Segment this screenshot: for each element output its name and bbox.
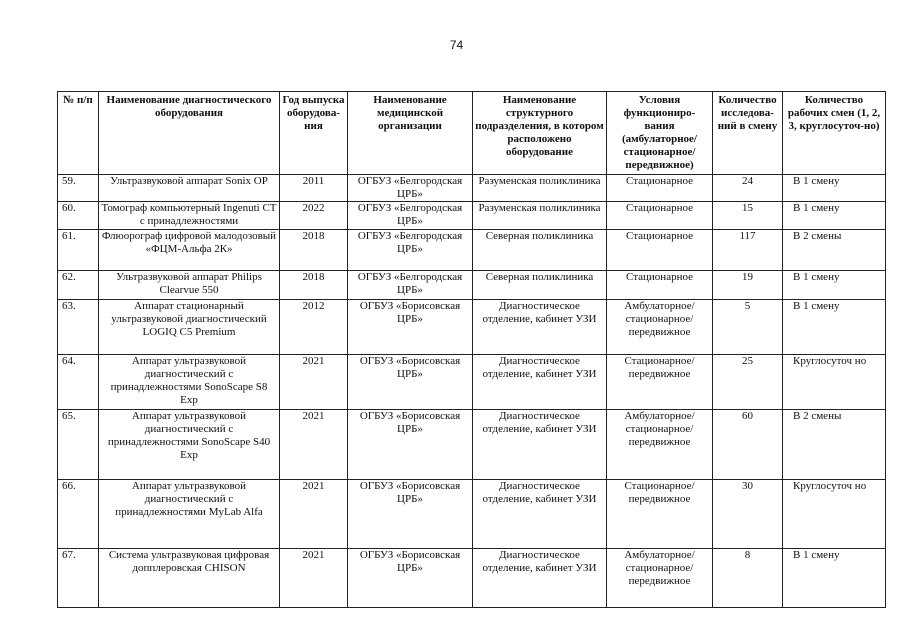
table-row <box>58 355 886 410</box>
cell-unit: Диагностическое отделение, кабинет УЗИ <box>473 355 607 410</box>
cell-num: 63. <box>58 300 99 355</box>
cell-unit: Диагностическое отделение, кабинет УЗИ <box>473 480 607 549</box>
cell-studies: 15 <box>713 202 783 230</box>
header-conditions: Условия функциониро-вания (амбулаторное/ стационарное/ передвижное) <box>607 92 713 175</box>
page-number: 74 <box>449 38 464 52</box>
cell-org: ОГБУЗ «Белгородская ЦРБ» <box>348 202 473 230</box>
cell-num: 64. <box>58 355 99 410</box>
cell-org: ОГБУЗ «Белгородская ЦРБ» <box>348 271 473 300</box>
cell-org: ОГБУЗ «Борисовская ЦРБ» <box>348 300 473 355</box>
cell-shifts: В 1 смену <box>783 549 886 608</box>
cell-unit: Северная поликлиника <box>473 230 607 271</box>
cell-unit: Разуменская поликлиника <box>473 202 607 230</box>
cell-studies: 25 <box>713 355 783 410</box>
cell-num: 66. <box>58 480 99 549</box>
header-row <box>58 92 886 175</box>
cell-studies: 24 <box>713 175 783 202</box>
table-row <box>58 202 886 230</box>
cell-shifts: Круглосуточ но <box>783 355 886 410</box>
table-row <box>58 410 886 480</box>
cell-studies: 8 <box>713 549 783 608</box>
table-row <box>58 549 886 608</box>
cell-equipment: Аппарат ультразвуковой диагностический с принадлежностями SonoScape S40 Exp <box>99 410 280 480</box>
cell-studies: 30 <box>713 480 783 549</box>
header-studies: Количество исследова-ний в смену <box>713 92 783 175</box>
cell-shifts: В 2 смены <box>783 230 886 271</box>
cell-equipment: Ультразвуковой аппарат Sonix OP <box>99 175 280 202</box>
cell-shifts: В 1 смену <box>783 300 886 355</box>
cell-year: 2018 <box>280 230 348 271</box>
cell-conditions: Амбулаторное/ стационарное/ передвижное <box>607 300 713 355</box>
cell-equipment: Аппарат ультразвуковой диагностический с принадлежностями SonoScape S8 Exp <box>99 355 280 410</box>
table-row <box>58 271 886 300</box>
cell-shifts: В 1 смену <box>783 202 886 230</box>
cell-studies: 60 <box>713 410 783 480</box>
table-row <box>58 480 886 549</box>
cell-num: 60. <box>58 202 99 230</box>
cell-shifts: В 1 смену <box>783 175 886 202</box>
cell-conditions: Амбулаторное/ стационарное/ передвижное <box>607 410 713 480</box>
cell-conditions: Стационарное <box>607 271 713 300</box>
cell-conditions: Амбулаторное/ стационарное/ передвижное <box>607 549 713 608</box>
cell-equipment: Томограф компьютерный Ingenuti CT с принадлежностями <box>99 202 280 230</box>
cell-shifts: В 2 смены <box>783 410 886 480</box>
cell-shifts: В 1 смену <box>783 271 886 300</box>
cell-studies: 19 <box>713 271 783 300</box>
table-row <box>58 230 886 271</box>
header-year: Год выпуска оборудова-ния <box>280 92 348 175</box>
cell-num: 67. <box>58 549 99 608</box>
header-shifts: Количество рабочих смен (1, 2, 3, круглосуточ-но) <box>783 92 886 175</box>
cell-conditions: Стационарное/ передвижное <box>607 480 713 549</box>
cell-equipment: Ультразвуковой аппарат Philips Clearvue 550 <box>99 271 280 300</box>
cell-org: ОГБУЗ «Борисовская ЦРБ» <box>348 410 473 480</box>
cell-unit: Диагностическое отделение, кабинет УЗИ <box>473 410 607 480</box>
cell-conditions: Стационарное <box>607 175 713 202</box>
cell-conditions: Стационарное <box>607 202 713 230</box>
cell-studies: 117 <box>713 230 783 271</box>
cell-year: 2021 <box>280 355 348 410</box>
header-org: Наименование медицинской организации <box>348 92 473 175</box>
cell-conditions: Стационарное/ передвижное <box>607 355 713 410</box>
cell-org: ОГБУЗ «Белгородская ЦРБ» <box>348 175 473 202</box>
cell-shifts: Круглосуточ но <box>783 480 886 549</box>
cell-unit: Северная поликлиника <box>473 271 607 300</box>
cell-studies: 5 <box>713 300 783 355</box>
cell-org: ОГБУЗ «Борисовская ЦРБ» <box>348 355 473 410</box>
cell-year: 2021 <box>280 480 348 549</box>
cell-num: 62. <box>58 271 99 300</box>
cell-org: ОГБУЗ «Белгородская ЦРБ» <box>348 230 473 271</box>
header-unit: Наименование структурного подразделения, в котором расположено оборудование <box>473 92 607 175</box>
equipment-table <box>57 91 886 608</box>
cell-num: 61. <box>58 230 99 271</box>
cell-num: 59. <box>58 175 99 202</box>
cell-num: 65. <box>58 410 99 480</box>
cell-year: 2011 <box>280 175 348 202</box>
cell-unit: Диагностическое отделение, кабинет УЗИ <box>473 549 607 608</box>
cell-equipment: Аппарат стационарный ультразвуковой диагностический LOGIQ C5 Premium <box>99 300 280 355</box>
cell-year: 2018 <box>280 271 348 300</box>
cell-equipment: Система ультразвуковая цифровая допплеровская CHISON <box>99 549 280 608</box>
table-row <box>58 175 886 202</box>
cell-year: 2012 <box>280 300 348 355</box>
cell-unit: Разуменская поликлиника <box>473 175 607 202</box>
cell-org: ОГБУЗ «Борисовская ЦРБ» <box>348 480 473 549</box>
cell-year: 2022 <box>280 202 348 230</box>
cell-conditions: Стационарное <box>607 230 713 271</box>
table-row <box>58 300 886 355</box>
header-equipment: Наименование диагностического оборудования <box>99 92 280 175</box>
cell-year: 2021 <box>280 410 348 480</box>
cell-unit: Диагностическое отделение, кабинет УЗИ <box>473 300 607 355</box>
cell-org: ОГБУЗ «Борисовская ЦРБ» <box>348 549 473 608</box>
cell-year: 2021 <box>280 549 348 608</box>
cell-equipment: Флюорограф цифровой малодозовый «ФЦМ-Альфа 2К» <box>99 230 280 271</box>
cell-equipment: Аппарат ультразвуковой диагностический с принадлежностями MyLab Alfa <box>99 480 280 549</box>
header-num: № п/п <box>58 92 99 175</box>
